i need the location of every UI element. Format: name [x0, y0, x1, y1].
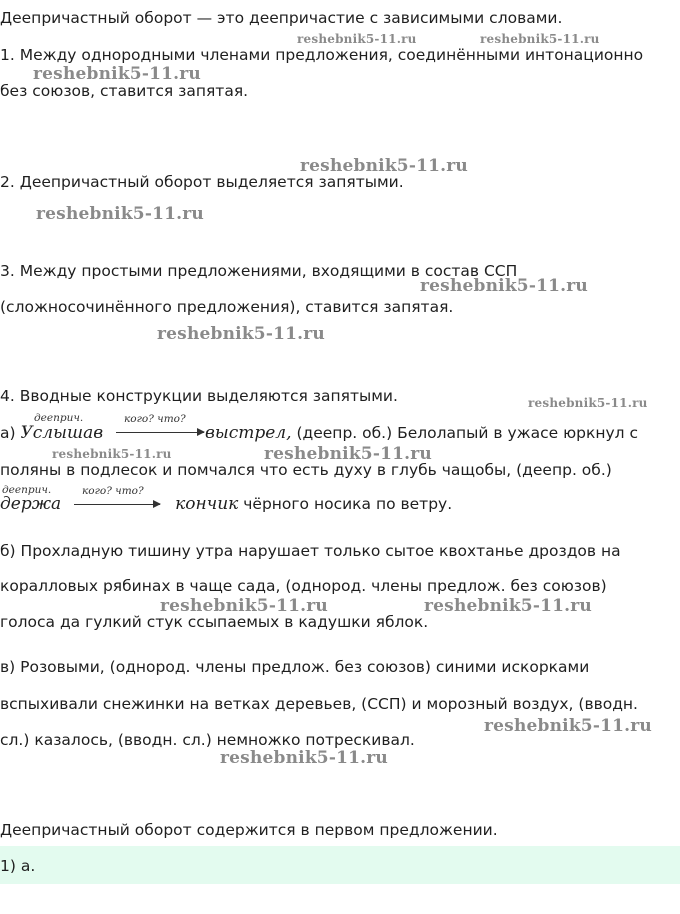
dependent-word: выстрел,	[204, 423, 292, 443]
watermark: reshebnik5-11.ru	[160, 596, 328, 616]
gerund-word: Услышав	[20, 423, 104, 443]
watermark: reshebnik5-11.ru	[220, 748, 388, 768]
watermark: reshebnik5-11.ru	[264, 444, 432, 464]
gerund-mark: дееприч.	[34, 412, 84, 424]
dependent-word: кончик	[175, 494, 239, 514]
text-line: поляны в подлесок и помчался что есть духу в глубь чащобы, (деепр. об.)	[0, 461, 612, 479]
question-mark-label: кого? что?	[82, 485, 144, 497]
text-line: без союзов, ставится запятая.	[0, 82, 249, 100]
watermark: reshebnik5-11.ru	[52, 447, 172, 461]
text-line: в) Розовыми, (однород. члены предлож. без союзов) синими искорками	[0, 658, 590, 676]
text-line	[0, 423, 638, 443]
watermark: reshebnik5-11.ru	[420, 276, 588, 296]
dependency-arrow	[116, 432, 204, 433]
gerund-word: держа	[0, 494, 62, 514]
item-prefix: а)	[0, 424, 16, 442]
question-mark-label: кого? что?	[124, 413, 186, 425]
watermark: reshebnik5-11.ru	[300, 156, 468, 176]
watermark: reshebnik5-11.ru	[424, 596, 592, 616]
text-line: 3. Между простыми предложениями, входящими в состав ССП	[0, 262, 518, 280]
watermark: reshebnik5-11.ru	[480, 32, 600, 46]
text-rest: (деепр. об.) Белолапый в ужасе юркнул с	[296, 424, 639, 442]
watermark: reshebnik5-11.ru	[297, 32, 417, 46]
answer-text: 1) а.	[0, 857, 36, 875]
watermark: reshebnik5-11.ru	[33, 64, 201, 84]
gerund-mark: дееприч.	[2, 484, 52, 496]
watermark: reshebnik5-11.ru	[528, 396, 648, 410]
text-rest: чёрного носика по ветру.	[243, 495, 453, 513]
text-line: б) Прохладную тишину утра нарушает только сытое квохтанье дроздов на	[0, 542, 621, 560]
text-line: голоса да гулкий стук ссыпаемых в кадушки яблок.	[0, 613, 429, 631]
text-line: 1. Между однородными членами предложения, соединёнными интонационно	[0, 46, 644, 64]
text-line: вспыхивали снежинки на ветках деревьев, (ССП) и морозный воздух, (вводн.	[0, 695, 638, 713]
text-line: коралловых рябинах в чаще сада, (однород. члены предлож. без союзов)	[0, 577, 607, 595]
text-line: 4. Вводные конструкции выделяются запятыми.	[0, 387, 398, 405]
text-line: сл.) казалось, (вводн. сл.) немножко потрескивал.	[0, 731, 415, 749]
text-line	[0, 494, 452, 514]
text-line: 2. Деепричастный оборот выделяется запятыми.	[0, 173, 404, 191]
dependency-arrow	[74, 504, 160, 505]
watermark: reshebnik5-11.ru	[36, 204, 204, 224]
text-line: (сложносочинённого предложения), ставится запятая.	[0, 298, 454, 316]
watermark: reshebnik5-11.ru	[157, 324, 325, 344]
answer-box	[0, 846, 680, 884]
watermark: reshebnik5-11.ru	[484, 716, 652, 736]
text-line: Деепричастный оборот — это деепричастие с зависимыми словами.	[0, 9, 563, 27]
text-line: Деепричастный оборот содержится в первом предложении.	[0, 821, 498, 839]
